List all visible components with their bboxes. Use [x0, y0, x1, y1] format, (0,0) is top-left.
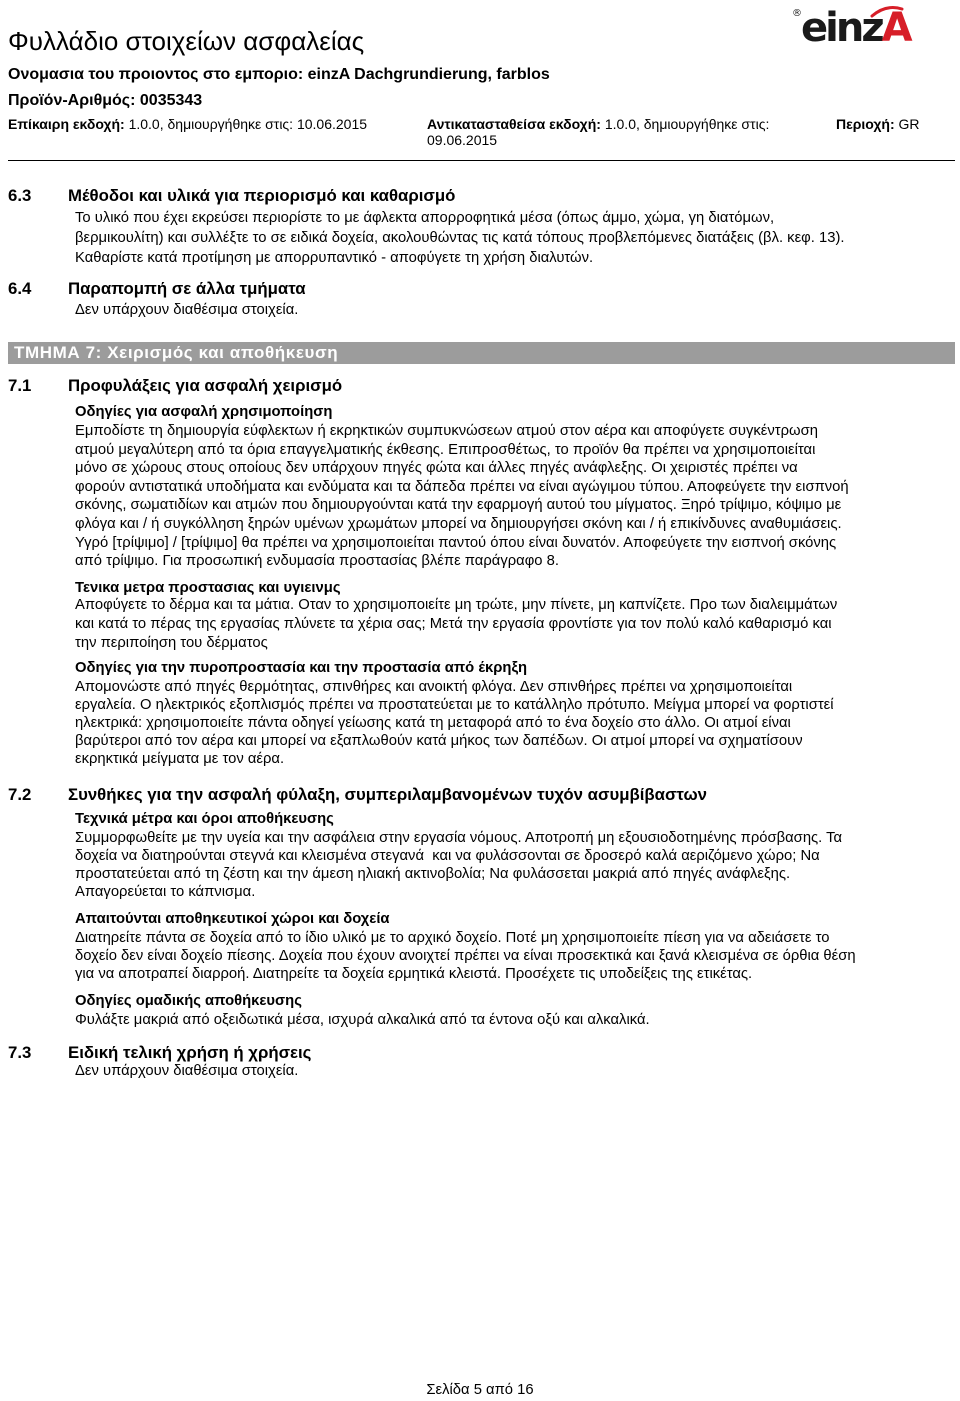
text-line: Εμποδίστε τη δημιουργία εύφλεκτων ή εκρηκτικών συμπυκνώσεων ατμού στον αέρα και αποφύγετε συγκέντρωση [75, 423, 818, 439]
subsection-heading: Απαιτούνται αποθηκευτικοί χώροι και δοχεία [75, 911, 390, 927]
section-number: 7.3 [8, 1043, 32, 1062]
region-value: GR [898, 116, 920, 132]
subsection-heading: Οδηγίες για ασφαλή χρησιμοποίηση [75, 404, 333, 420]
product-number-label: Προϊόν-Αριθμός: [8, 92, 136, 109]
text-line: μόνο σε χώρους στους οποίους δεν υπάρχουν πηγές φώτα και άλλες πηγές ανάφλεξης. Οι χειριστές πρέπει να [75, 460, 798, 477]
section-6-3-text [75, 208, 845, 268]
section-heading: Μέθοδοι και υλικά για περιορισμό και καθαρισμό [68, 186, 456, 205]
text-line: δοχεία να διατηρούνται στεγνά και κλεισμένα στεγανά και να φυλάσσονται σε δροσερό καλά αεριζόμενο χώρο; Να [75, 848, 820, 864]
text-line: Αποφύγετε το δέρμα και τα μάτια. Οταν το χρησιμοποιείτε μη τρώτε, μην πίνετε, μη καπνίζετε. Προ των διαλειμμάτων [75, 597, 838, 613]
subsection-heading: Οδηγίες για την πυροπροστασία και την προστασία από έκρηξη [75, 660, 528, 676]
text-line: Το υλικό που έχει εκρεύσει περιορίστε το με άφλεκτα απορροφητικά μέσα (όπως άμμο, χώμα, γη διατόμων, [75, 210, 775, 226]
subsection-heading: Τεχνικά μέτρα και όροι αποθήκευσης [75, 811, 334, 827]
safe-use-text [75, 422, 849, 571]
replaced-version-date: 09.06.2015 [427, 132, 498, 148]
replaced-version-value: 1.0.0, δημιουργήθηκε στις: [604, 116, 770, 132]
text-line: εκρηκτικά μείγματα με τον αέρα. [75, 751, 285, 767]
current-version-label: Επίκαιρη εκδοχή: [8, 116, 125, 132]
section-7-3-text [75, 1062, 298, 1080]
product-number-value: 0035343 [139, 92, 203, 109]
logo-swoosh-icon [870, 4, 904, 18]
text-line: ατμού μεγαλύτερη από τα όρια επαγγελματικής έκθεσης. Επιπροσθέτως, το προϊόν θα πρέπει να χρησιμοποιείται [75, 441, 816, 458]
section-number: 6.4 [8, 279, 32, 298]
text-line: βαρύτεροι από τον αέρα και μπορεί να εξαπλωθούν κατά μήκος των δαπέδων. Οι ατμοί μπορεί να σχηματίσουν [75, 733, 803, 749]
text-line: δοχείο δεν είναι δοχείο πίεσης. Δοχεία που έχουν ανοιχτεί πρέπει να είναι προσεκτικά και ξανά κλεισμένα σε όρθια θέση [75, 948, 856, 964]
joint-storage-text [75, 1011, 650, 1029]
text-line: Υγρό [τρίψιμο] / [τρίψιμο] θα πρέπει να χρησιμοποιείται παντού όπου είναι δυνατόν. Αποφεύγετε την εισπνοή σκόνης [75, 534, 837, 551]
text-line: εργαλεία. Ο ηλεκτρικός εξοπλισμός πρέπει να προστατεύεται με το κατάλληλο πρότυπο. Μείγμα μπορεί να φορτιστεί [75, 697, 834, 713]
product-number [8, 91, 202, 111]
text-line: ηλεκτρικά: χρησιμοποιείτε πάντα οδηγεί γείωσης κατά τη μεταφορά από το ένα δοχείο στο άλλο. Οι ατμοί είναι [75, 715, 791, 731]
text-line: Συμμορφωθείτε με την υγεία και την ασφάλεια στην εργασία νόμους. Αποτροπή μη εξουσιοδοτημένης πρόσβασης. Τα [75, 830, 843, 846]
text-line: φλόγα και / ή συγκόλληση ξηρών υμένων χρωμάτων μπορεί να δημιουργήσει σκόνη και / ή επικίνδυνες αναθυμιάσεις. [75, 515, 842, 532]
text-line: και κατά το πέρας της εργασίας πλύνετε τα χέρια σας; Μετά την εργασία φροντίστε για τον πολύ καλό καθαρισμό και [75, 616, 832, 632]
section-number: 7.2 [8, 785, 32, 804]
text-line: από τρίψιμο. Για προσωπική ενδυμασία προστασίας βλέπε παράγραφο 8. [75, 553, 559, 570]
einza-logo [792, 2, 916, 56]
section-heading: Ειδική τελική χρήση ή χρήσεις [68, 1043, 312, 1062]
logo-accent-text: A [881, 5, 910, 51]
header-divider [8, 160, 955, 161]
storage-measures-text [75, 829, 842, 901]
section-7-title-bar: ΤΜΗΜΑ 7: Χειρισμός και αποθήκευση [8, 342, 955, 364]
text-line: προστατεύεται από τη ζέστη και την άμεση ηλιακή ακτινοβολία; Να φυλάσσεται μακριά από πηγές ανάφλεξης. [75, 866, 791, 882]
text-line: Δεν υπάρχουν διαθέσιμα στοιχεία. [75, 1063, 299, 1079]
replaced-version [427, 116, 769, 133]
text-line: Καθαρίστε κατά προτίμηση με απορρυπαντικό - αποφύγετε τη χρήση διαλυτών. [75, 250, 594, 266]
hygiene-measures-text [75, 596, 837, 653]
text-line: για να αποτραπεί διαρροή. Διατηρείτε τα δοχεία ερμητικά κλειστά. Προσέχετε τις υποδείξεις της ετικέτας. [75, 966, 753, 982]
current-version [8, 116, 367, 133]
section-number: 7.1 [8, 376, 32, 395]
product-trade-name-value: einzA Dachgrundierung, farblos [307, 66, 550, 83]
text-line: Δεν υπάρχουν διαθέσιμα στοιχεία. [75, 302, 299, 318]
fire-protection-text [75, 678, 834, 768]
section-number: 6.3 [8, 186, 32, 205]
registered-mark: ® [792, 8, 802, 19]
replaced-version-label: Αντικατασταθείσα εκδοχή: [427, 116, 601, 132]
product-trade-name [8, 65, 550, 85]
document-title: Φυλλάδιο στοιχείων ασφαλείας [8, 26, 365, 56]
subsection-heading: Τενικα μετρα προστασιας και υγιεινμς [75, 580, 341, 596]
region-label: Περιοχή: [836, 116, 895, 132]
product-trade-name-label: Ονομασια του προιοντος στο εμποριο: [8, 66, 304, 83]
section-heading: Προφυλάξεις για ασφαλή χειρισμό [68, 376, 343, 395]
text-line: Απαγορεύεται το κάπνισμα. [75, 884, 256, 900]
text-line: βερμικουλίτη) και συλλέξτε το σε ειδικά δοχεία, ακολουθώντας τις κατά τόπους προβλεπόμενες διατάξεις (βλ. κεφ. 13). [75, 230, 845, 246]
text-line: σκόνης, σωματιδίων και ατμών που δημιουργούνται κατά την εφαρμογή αυτού του μίγματος. Ξηρό τρίψιμο, κόψιμο με [75, 497, 842, 514]
current-version-value: 1.0.0, δημιουργήθηκε στις: 10.06.2015 [128, 116, 368, 132]
subsection-heading: Οδηγίες ομαδικής αποθήκευσης [75, 993, 302, 1009]
text-line: Απομονώστε από πηγές θερμότητας, σπινθήρες και ανοικτή φλόγα. Δεν σπινθήρες πρέπει να χρησιμοποιείται [75, 679, 793, 695]
logo-main-text: einz [801, 5, 882, 51]
text-line: Διατηρείτε πάντα σε δοχεία από το ίδιο υλικό με το αρχικό δοχείο. Ποτέ μη χρησιμοποιείτε πίεση για να αδειάσετε το [75, 930, 830, 946]
text-line: την περιποίηση του δέρματος [75, 635, 268, 651]
page-number: Σελίδα 5 από 16 [426, 1382, 534, 1398]
section-heading: Συνθήκες για την ασφαλή φύλαξη, συμπεριλαμβανομένων τυχόν ασυμβίβαστων [68, 785, 707, 804]
region [836, 116, 920, 133]
storage-rooms-text [75, 929, 856, 983]
text-line: Φυλάξτε μακριά από οξειδωτικά μέσα, ισχυρά αλκαλικά από τα έντονα οξύ και αλκαλικά. [75, 1012, 650, 1028]
section-6-4-text [75, 300, 298, 320]
text-line: φορούν αντιστατικά υποδήματα και ενδύματα και τα δάπεδα πρέπει να είναι αγώγιμου τύπου. Αποφεύγετε την εισπνοή [75, 478, 849, 495]
section-heading: Παραπομπή σε άλλα τμήματα [68, 279, 306, 298]
